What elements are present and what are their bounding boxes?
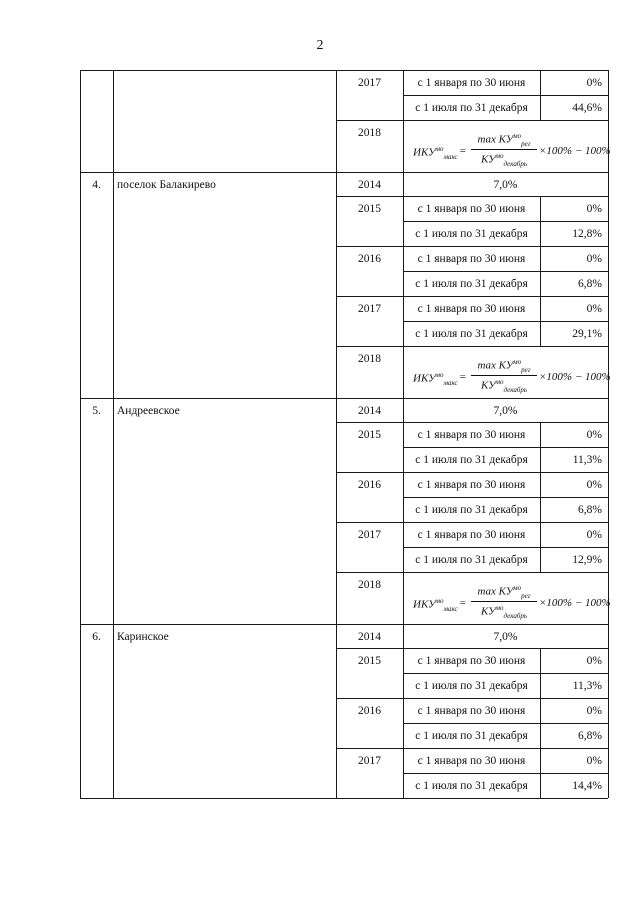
value-cell: 6,8% [578, 730, 602, 742]
formula-lhs: $ИКУ^{мо}_{макс}$ [413, 145, 458, 161]
period-cell: с 1 июля по 31 декабря [415, 328, 528, 340]
settlement-number: 4. [92, 179, 101, 191]
period-cell: с 1 июля по 31 декабря [415, 504, 528, 516]
value-cell: 29,1% [572, 328, 602, 340]
formula-fraction-bar [471, 149, 537, 150]
value-cell: 12,8% [572, 228, 602, 240]
period-cell: с 1 января по 30 июня [417, 655, 526, 667]
period-cell: с 1 июля по 31 декабря [415, 102, 528, 114]
year-cell: 2014 [358, 631, 381, 643]
formula-tail: ×100% − 100% [539, 371, 611, 383]
value-cell: 7,0% [493, 405, 518, 417]
formula-tail: ×100% − 100% [539, 597, 611, 609]
formula-denominator: $КУ^{мо}_{декабрь}$ [480, 378, 528, 394]
period-cell: с 1 января по 30 июня [417, 77, 526, 89]
half-row-rule [403, 497, 608, 498]
year-row-rule [336, 246, 608, 247]
value-cell: 0% [586, 203, 602, 215]
formula-numerator: $\max КУ^{мо}_{рег}$ [477, 358, 531, 374]
period-cell: с 1 января по 30 июня [417, 755, 526, 767]
table-right-border [608, 70, 609, 798]
formula-numerator: $\max КУ^{мо}_{рег}$ [477, 584, 531, 600]
year-row-rule [336, 522, 608, 523]
formula-lhs: $ИКУ^{мо}_{макс}$ [413, 371, 458, 387]
half-row-rule [403, 547, 608, 548]
period-cell: с 1 июля по 31 декабря [415, 680, 528, 692]
formula-fraction-bar [471, 375, 537, 376]
settlement-rule [80, 398, 336, 399]
table-bottom-border [80, 798, 608, 799]
year-row-rule [336, 172, 608, 173]
year-row-rule [336, 196, 608, 197]
year-cell: 2017 [358, 77, 381, 89]
settlement-rule [80, 624, 336, 625]
period-cell: с 1 января по 30 июня [417, 429, 526, 441]
year-cell: 2016 [358, 253, 381, 265]
value-cell: 7,0% [493, 631, 518, 643]
page-number: 2 [316, 38, 324, 53]
value-cell: 12,9% [572, 554, 602, 566]
year-row-rule [336, 70, 608, 71]
value-cell: 0% [586, 755, 602, 767]
value-cell: 0% [586, 253, 602, 265]
year-cell: 2018 [358, 353, 381, 365]
value-cell: 7,0% [493, 179, 518, 191]
value-cell: 44,6% [572, 102, 602, 114]
period-cell: с 1 января по 30 июня [417, 705, 526, 717]
year-row-rule [336, 422, 608, 423]
value-cell: 0% [586, 529, 602, 541]
table-rule [403, 572, 404, 624]
value-cell: 11,3% [572, 454, 602, 466]
value-cell: 0% [586, 479, 602, 491]
year-row-rule [336, 398, 608, 399]
period-cell: с 1 июля по 31 декабря [415, 780, 528, 792]
year-row-rule [336, 472, 608, 473]
value-cell: 0% [586, 429, 602, 441]
year-cell: 2015 [358, 655, 381, 667]
value-cell: 0% [586, 705, 602, 717]
formula-numerator: $\max КУ^{мо}_{рег}$ [477, 132, 531, 148]
period-cell: с 1 июля по 31 декабря [415, 454, 528, 466]
year-row-rule [336, 572, 608, 573]
period-cell: с 1 июля по 31 декабря [415, 554, 528, 566]
value-cell: 6,8% [578, 504, 602, 516]
period-cell: с 1 июля по 31 декабря [415, 730, 528, 742]
half-row-rule [403, 221, 608, 222]
year-cell: 2018 [358, 127, 381, 139]
period-cell: с 1 июля по 31 декабря [415, 278, 528, 290]
formula-denominator: $КУ^{мо}_{декабрь}$ [480, 152, 528, 168]
period-cell: с 1 января по 30 июня [417, 253, 526, 265]
settlement-name: поселок Балакирево [117, 179, 216, 191]
value-cell: 0% [586, 77, 602, 89]
settlement-number: 5. [92, 405, 101, 417]
formula-equals: = [459, 371, 467, 383]
half-row-rule [403, 271, 608, 272]
table-col-rule [113, 70, 114, 798]
value-cell: 11,3% [572, 680, 602, 692]
half-row-rule [403, 95, 608, 96]
year-cell: 2017 [358, 529, 381, 541]
formula-equals: = [459, 597, 467, 609]
year-row-rule [336, 296, 608, 297]
formula-lhs: $ИКУ^{мо}_{макс}$ [413, 597, 458, 613]
half-row-rule [403, 673, 608, 674]
year-row-rule [336, 120, 608, 121]
year-row-rule [336, 346, 608, 347]
period-cell: с 1 июля по 31 декабря [415, 228, 528, 240]
year-row-rule [336, 698, 608, 699]
formula-denominator: $КУ^{мо}_{декабрь}$ [480, 604, 528, 620]
year-cell: 2014 [358, 405, 381, 417]
half-row-rule [403, 773, 608, 774]
year-cell: 2017 [358, 755, 381, 767]
period-cell: с 1 января по 30 июня [417, 529, 526, 541]
period-cell: с 1 января по 30 июня [417, 203, 526, 215]
half-row-rule [403, 321, 608, 322]
settlement-number: 6. [92, 631, 101, 643]
formula-fraction-bar [471, 601, 537, 602]
year-cell: 2014 [358, 179, 381, 191]
value-cell: 14,4% [572, 780, 602, 792]
year-cell: 2017 [358, 303, 381, 315]
year-cell: 2016 [358, 705, 381, 717]
year-row-rule [336, 648, 608, 649]
year-cell: 2015 [358, 203, 381, 215]
settlement-rule [80, 172, 336, 173]
value-cell: 0% [586, 655, 602, 667]
year-cell: 2016 [358, 479, 381, 491]
formula-tail: ×100% − 100% [539, 145, 611, 157]
settlement-name: Каринское [117, 631, 169, 643]
settlement-name: Андреевское [117, 405, 180, 417]
period-cell: с 1 января по 30 июня [417, 479, 526, 491]
year-cell: 2018 [358, 579, 381, 591]
table-rule [403, 346, 404, 398]
half-row-rule [403, 723, 608, 724]
value-cell: 0% [586, 303, 602, 315]
period-cell: с 1 января по 30 июня [417, 303, 526, 315]
year-row-rule [336, 624, 608, 625]
year-cell: 2015 [358, 429, 381, 441]
half-row-rule [403, 447, 608, 448]
table-rule [403, 120, 404, 172]
year-row-rule [336, 748, 608, 749]
formula-equals: = [459, 145, 467, 157]
value-cell: 6,8% [578, 278, 602, 290]
